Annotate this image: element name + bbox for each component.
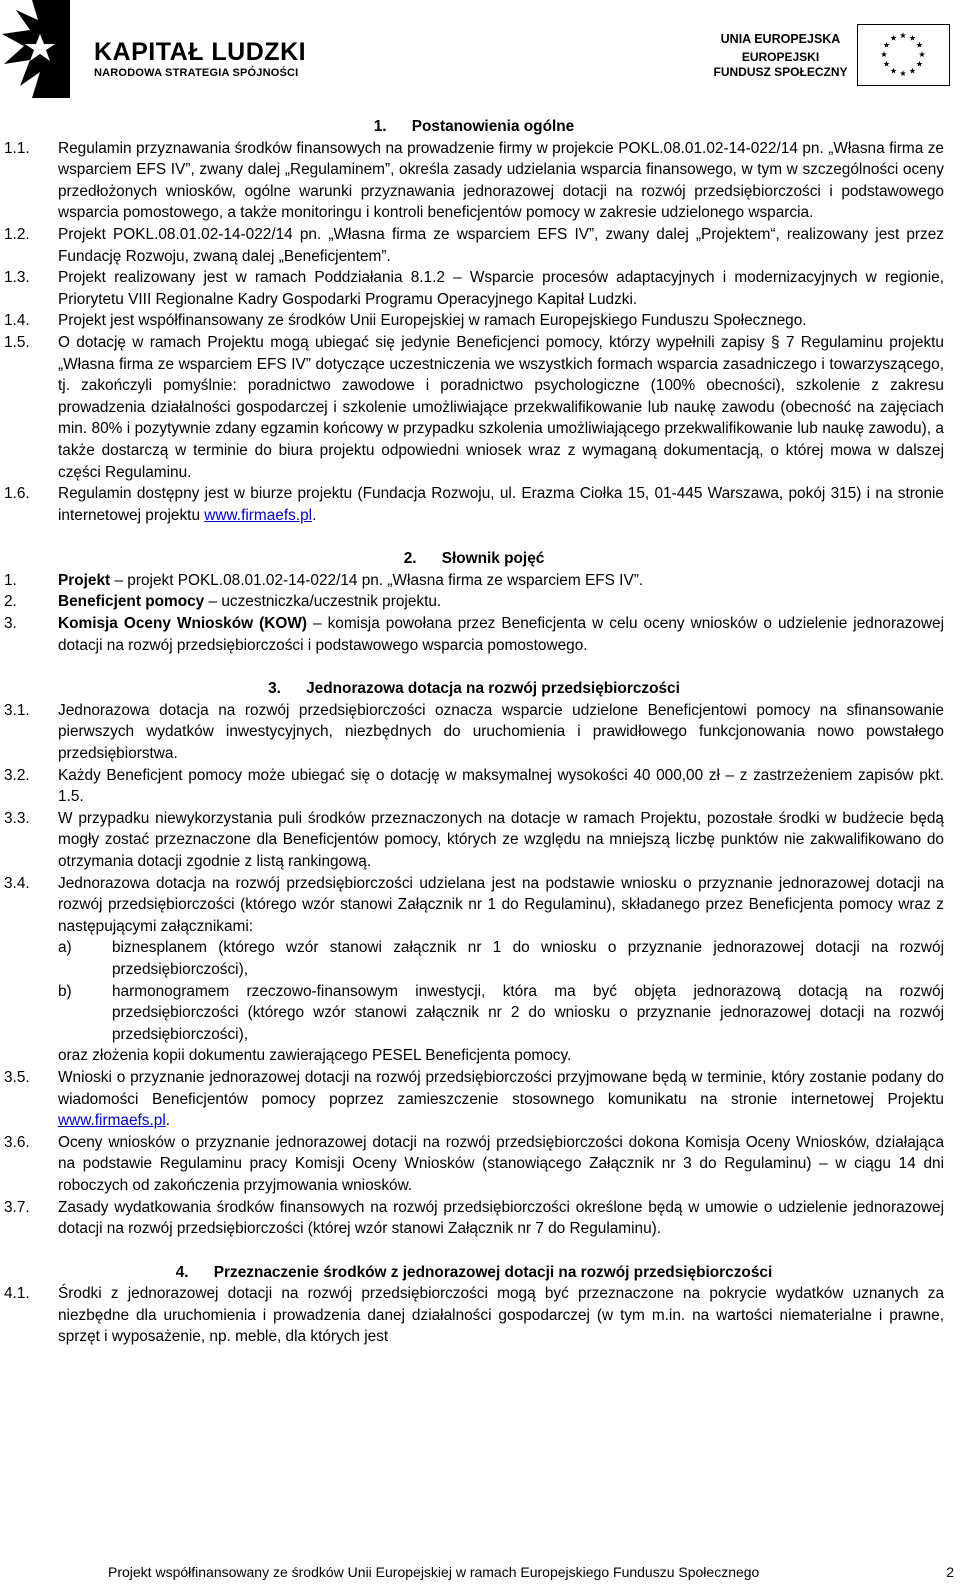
section-4-heading	[4, 1262, 944, 1284]
footer-text: Projekt współfinansowany ze środków Unii Europejskiej w ramach Europejskiego Funduszu Społecznego	[108, 1564, 760, 1580]
kapital-ludzki-emblem-icon	[2, 0, 92, 100]
glossary-list	[4, 570, 944, 656]
item-number: 1.4.	[4, 312, 30, 330]
list-item	[4, 267, 944, 310]
list-item	[4, 808, 944, 873]
logo-right-line3: FUNDUSZ SPOŁECZNY	[713, 65, 848, 79]
list-item	[4, 1197, 944, 1240]
list-item	[4, 1283, 944, 1348]
item-number: 3.3.	[4, 809, 30, 827]
eu-star-icon	[900, 70, 906, 76]
list-item	[4, 765, 944, 808]
document-body	[4, 116, 944, 1348]
glossary-term: Beneficjent pomocy	[58, 593, 205, 611]
website-link[interactable]: www.firmaefs.pl	[204, 506, 313, 524]
item-number: 4.1.	[4, 1285, 30, 1303]
section-title: Słownik pojęć	[441, 550, 545, 568]
item-number: 1.6.	[4, 485, 30, 503]
item-number: b)	[58, 982, 72, 1000]
glossary-definition: – komisja powołana przez Beneficjenta w celu oceny wniosków o udzielenie jednorazowej dotacji na rozwój przedsiębiorczości i podstawowego wsparcia pomostowego.	[58, 615, 944, 654]
page-footer	[108, 1564, 954, 1580]
section-number: 1.	[373, 118, 387, 135]
eu-star-icon	[890, 35, 896, 41]
item-tail: oraz złożenia kopii dokumentu zawierającego PESEL Beneficjenta pomocy.	[58, 1047, 572, 1065]
section-title: Postanowienia ogólne	[411, 118, 575, 135]
item-text: Regulamin przyznawania środków finansowych na prowadzenie firmy w projekcie POKL.08.01.02-14-022/14 pn. „Własna firma ze wsparciem EFS IV”, zwany dalej „Regulaminem”, określa zasady udzielania wsparcia finansowego, w tym w szczególności oceny przedłożonych wniosków, ogólne warunki przyznawania jednorazowej dotacji na rozwój przedsiębiorczości i podstawowego wsparcia pomostowego, a także monitoringu i kontroli beneficjentów pomocy w zakresie udzielonego wsparcia.	[58, 139, 944, 222]
eu-star-icon	[881, 51, 887, 57]
list-item	[4, 483, 944, 526]
section-3-heading	[4, 678, 944, 700]
section-number: 2.	[403, 550, 417, 568]
list-item	[4, 1067, 944, 1132]
glossary-item	[4, 591, 944, 613]
item-number: 2.	[4, 593, 17, 611]
item-text: Jednorazowa dotacja na rozwój przedsiębiorczości oznacza wsparcie udzielone Beneficjentowi pomocy na sfinansowanie pierwszych wydatków inwestycyjnych, niezbędnych do uruchomienia i prawidłowego funkcjonowania nowo powstałego przedsiębiorstwa.	[58, 701, 944, 763]
item-number: 3.6.	[4, 1133, 30, 1151]
page-number: 2	[946, 1564, 954, 1580]
website-link[interactable]: www.firmaefs.pl	[58, 1112, 166, 1130]
item-text: Projekt POKL.08.01.02-14-022/14 pn. „Własna firma ze wsparciem EFS IV”, zwany dalej „Projektem“, realizowany jest przez Fundację Rozwoju, zwaną dalej „Beneficjentem”.	[58, 225, 944, 265]
item-text: Wnioski o przyznanie jednorazowej dotacji na rozwój przedsiębiorczości przyjmowane będą w terminie, który zostanie podany do wiadomości Beneficjentów pomocy poprzez zamieszczenie stosownego komunikatu na stronie internetowej Projektu	[58, 1068, 944, 1108]
item-text-end: .	[312, 506, 317, 524]
list-item	[58, 937, 944, 980]
list-item	[4, 700, 944, 765]
item-number: 1.2.	[4, 225, 30, 243]
item-number: 3.4.	[4, 874, 30, 892]
item-text: Projekt realizowany jest w ramach Poddziałania 8.1.2 – Wsparcie procesów adaptacyjnych i modernizacyjnych w regionie, Priorytetu VIII Regionalne Kadry Gospodarki Programu Operacyjnego Kapitał Ludzki.	[58, 269, 944, 308]
section-3-items	[4, 700, 944, 873]
list-item	[58, 981, 944, 1046]
list-item	[4, 224, 944, 267]
attachments-list	[58, 937, 944, 1045]
eu-star-icon	[909, 35, 915, 41]
item-text: Zasady wydatkowania środków finansowych na rozwój przedsiębiorczości określone będą w umowie o udzielenie jednorazowej dotacji na rozwój przedsiębiorczości (której wzór stanowi Załącznik nr 7 do Regulaminu).	[58, 1198, 944, 1238]
glossary-definition: – projekt POKL.08.01.02-14-022/14 pn. „Własna firma ze wsparciem EFS IV”.	[110, 571, 644, 589]
logo-left-title: KAPITAŁ LUDZKI	[94, 38, 307, 66]
item-text: harmonogramem rzeczowo-finansowym inwestycji, która ma być objęta jednorazową dotacją na rozwój przedsiębiorczości (którego wzór stanowi załącznik nr 2 do wniosku o przyznanie jednorazowej dotacji na rozwój przedsiębiorczości),	[112, 982, 944, 1043]
item-text: Oceny wniosków o przyznanie jednorazowej dotacji na rozwój przedsiębiorczości dokona Komisja Oceny Wniosków, działająca na podstawie Regulaminu pracy Komisji Oceny Wniosków (stanowiącego Załącznik nr 3 do Regulaminu) – w ciągu 14 dni roboczych od zakończenia przyjmowania wniosków.	[58, 1133, 944, 1194]
item-text: Jednorazowa dotacja na rozwój przedsiębiorczości udzielana jest na podstawie wniosku o przyznanie jednorazowej dotacji na rozwój przedsiębiorczości (którego wzór stanowi Załącznik nr 1 do Regulaminu), składanego przez Beneficjenta pomocy wraz z następującymi załącznikami:	[58, 874, 944, 935]
glossary-definition: – uczestniczka/uczestnik projektu.	[204, 593, 442, 611]
list-item	[4, 332, 944, 483]
eu-star-icon	[919, 51, 925, 57]
section-number: 3.	[268, 680, 281, 698]
eu-star-icon	[916, 61, 922, 67]
list-item	[4, 1132, 944, 1197]
item-text: Środki z jednorazowej dotacji na rozwój przedsiębiorczości mogą być przeznaczone na pokrycie wydatków uznanych za niezbędne dla uruchomienia i prowadzenia danej działalności gospodarczej (w tym m.in. na wartości niematerialne i prawne, sprzęt i wyposażenie, np. meble, dla których jest	[58, 1285, 944, 1346]
item-number: 1.1.	[4, 139, 30, 157]
section-number: 4.	[175, 1263, 189, 1281]
page-header	[0, 0, 960, 104]
eu-star-icon	[916, 42, 922, 48]
eu-star-icon	[909, 68, 915, 74]
section-1-heading	[4, 116, 944, 138]
glossary-item	[4, 613, 944, 656]
section-title: Jednorazowa dotacja na rozwój przedsiębiorczości	[306, 680, 680, 698]
logo-right-line2: EUROPEJSKI	[741, 50, 820, 64]
glossary-term: Komisja Oceny Wniosków (KOW)	[58, 615, 307, 633]
item-text: biznesplanem (którego wzór stanowi załącznik nr 1 do wniosku o przyznanie jednorazowej dotacji na rozwój przedsiębiorczości),	[112, 939, 944, 978]
eu-star-icon	[890, 68, 896, 74]
section-1-items	[4, 138, 944, 484]
item-text-end: .	[165, 1112, 171, 1130]
section-3-items-cont	[4, 1132, 944, 1240]
item-number: a)	[58, 939, 72, 957]
item-text: Każdy Beneficjent pomocy może ubiegać się o dotację w maksymalnej wysokości 40 000,00 zł – z zastrzeżeniem zapisów pkt. 1.5.	[58, 766, 944, 806]
item-text: O dotację w ramach Projektu mogą ubiegać się jedynie Beneficjenci pomocy, którzy wypełnili zapisy § 7 Regulaminu projektu „Własna firma ze wsparciem EFS IV” dotyczące uczestniczenia we wszystkich formach wsparcia zasadniczego i towarzyszącego, tj. zakończyli pomyślnie: poradnictwo zawodowe i poradnictwo psychologiczne (100% obecności), szkolenie z zakresu prowadzenia działalności gospodarczej i szkolenie umożliwiające przekwalifikowanie lub naukę zawodu (obecność na zajęciach min. 80% i pozytywnie zdany egzamin końcowy w przypadku szkolenia umożliwiającego przekwalifikowanie lub naukę zawodu), a także dostarczą w terminie do biura projektu odpowiedni wniosek wraz z wymaganą dokumentacją, o której mowa w dalszej części Regulaminu.	[58, 333, 944, 481]
logo-right-line1: UNIA EUROPEJSKA	[720, 32, 841, 46]
item-text: Projekt jest współfinansowany ze środków Unii Europejskiej w ramach Europejskiego Funduszu Społecznego.	[58, 312, 807, 330]
section-4-items	[4, 1283, 944, 1348]
item-number: 3.2.	[4, 766, 30, 784]
eu-star-icon	[884, 61, 890, 67]
item-number: 1.3.	[4, 269, 30, 287]
glossary-item	[4, 570, 944, 592]
eu-logo	[712, 24, 960, 96]
item-number: 1.5.	[4, 333, 30, 351]
item-number: 3.7.	[4, 1198, 30, 1216]
section-title: Przeznaczenie środków z jednorazowej dotacji na rozwój przedsiębiorczości	[213, 1263, 773, 1281]
section-2-heading	[4, 548, 944, 570]
eu-star-icon	[900, 32, 906, 38]
list-item	[4, 138, 944, 224]
item-number: 1.	[4, 571, 17, 589]
list-item	[4, 310, 944, 332]
list-item	[4, 873, 944, 938]
item-text: W przypadku niewykorzystania puli środków przeznaczonych na dotacje w ramach Projektu, pozostałe środki w budżecie będą mogły zostać przeznaczone dla Beneficjentów pomocy, których ze względu na mniejszą liczbę punktów nie zakwalifikowano do otrzymania dotacji zgodnie z listą rankingową.	[58, 809, 944, 870]
logo-left-subtitle: NARODOWA STRATEGIA SPÓJNOŚCI	[94, 67, 299, 79]
item-number: 3.1.	[4, 701, 30, 719]
kapital-ludzki-logo	[2, 0, 332, 100]
item-number: 3.	[4, 615, 17, 633]
eu-flag-icon	[857, 24, 950, 86]
eu-star-icon	[884, 42, 890, 48]
glossary-term: Projekt	[58, 571, 111, 589]
item-number: 3.5.	[4, 1068, 30, 1086]
item-text: Regulamin dostępny jest w biurze projektu (Fundacja Rozwoju, ul. Erazma Ciołka 15, 01-445 Warszawa, pokój 315) i na stronie internetowej projektu	[58, 485, 944, 524]
